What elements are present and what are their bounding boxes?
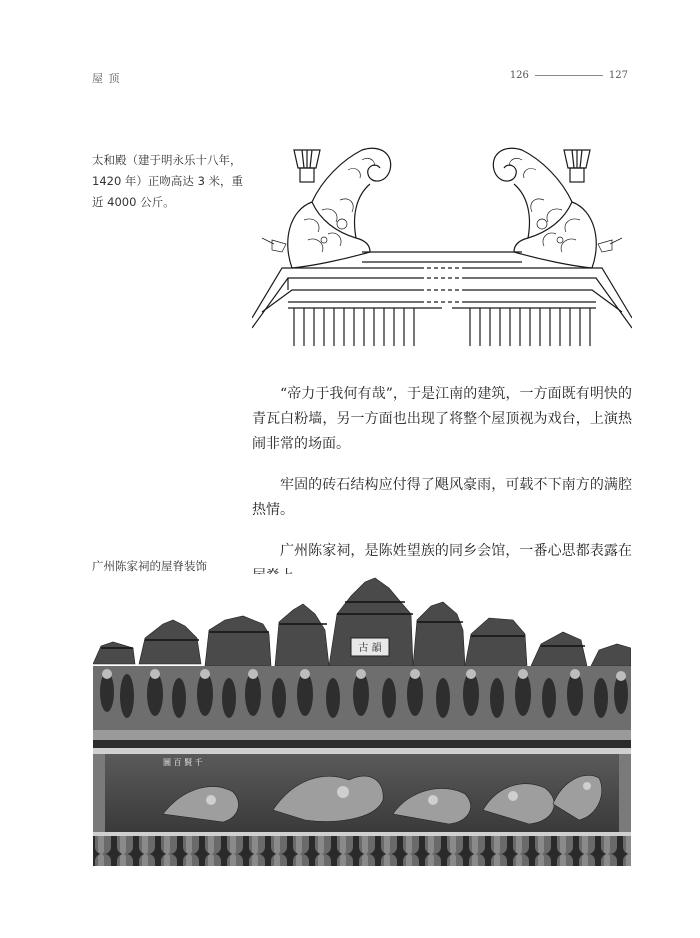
- photo-plaque-text: 圖 百 賢 千: [163, 758, 203, 767]
- drawing-caption: 太和殿（建于明永乐十八年，1420 年）正吻高达 3 米，重近 4000 公斤。: [92, 153, 244, 209]
- page-number-right: 127: [608, 70, 628, 81]
- ridge-ornament-drawing: [252, 140, 632, 352]
- photo-sign-text: 古 韻: [358, 643, 382, 654]
- paragraph-2: 牢固的砖石结构应付得了飓风豪雨，可载不下南方的满腔热情。: [252, 477, 632, 518]
- page-folio: [510, 70, 628, 81]
- ridge-decoration-photo: [93, 574, 631, 866]
- paragraph-3: 广州陈家祠，是陈姓望族的同乡会馆，一番心思都表露在: [280, 543, 632, 559]
- running-head-section-title: 屋 顶: [92, 72, 121, 85]
- page-number-left: 126: [509, 70, 529, 81]
- photo-caption: 广州陈家祠的屋脊装饰: [92, 559, 207, 573]
- paragraph-1: “帝力于我何有哉”，于是江南的建筑，一方面既有明快的青瓦白粉墙，另一方面也出现了将整个屋顶视为戏台，上演热闹非常的场面。: [252, 386, 632, 452]
- body-text: [252, 382, 632, 605]
- folio-rule: [535, 75, 603, 76]
